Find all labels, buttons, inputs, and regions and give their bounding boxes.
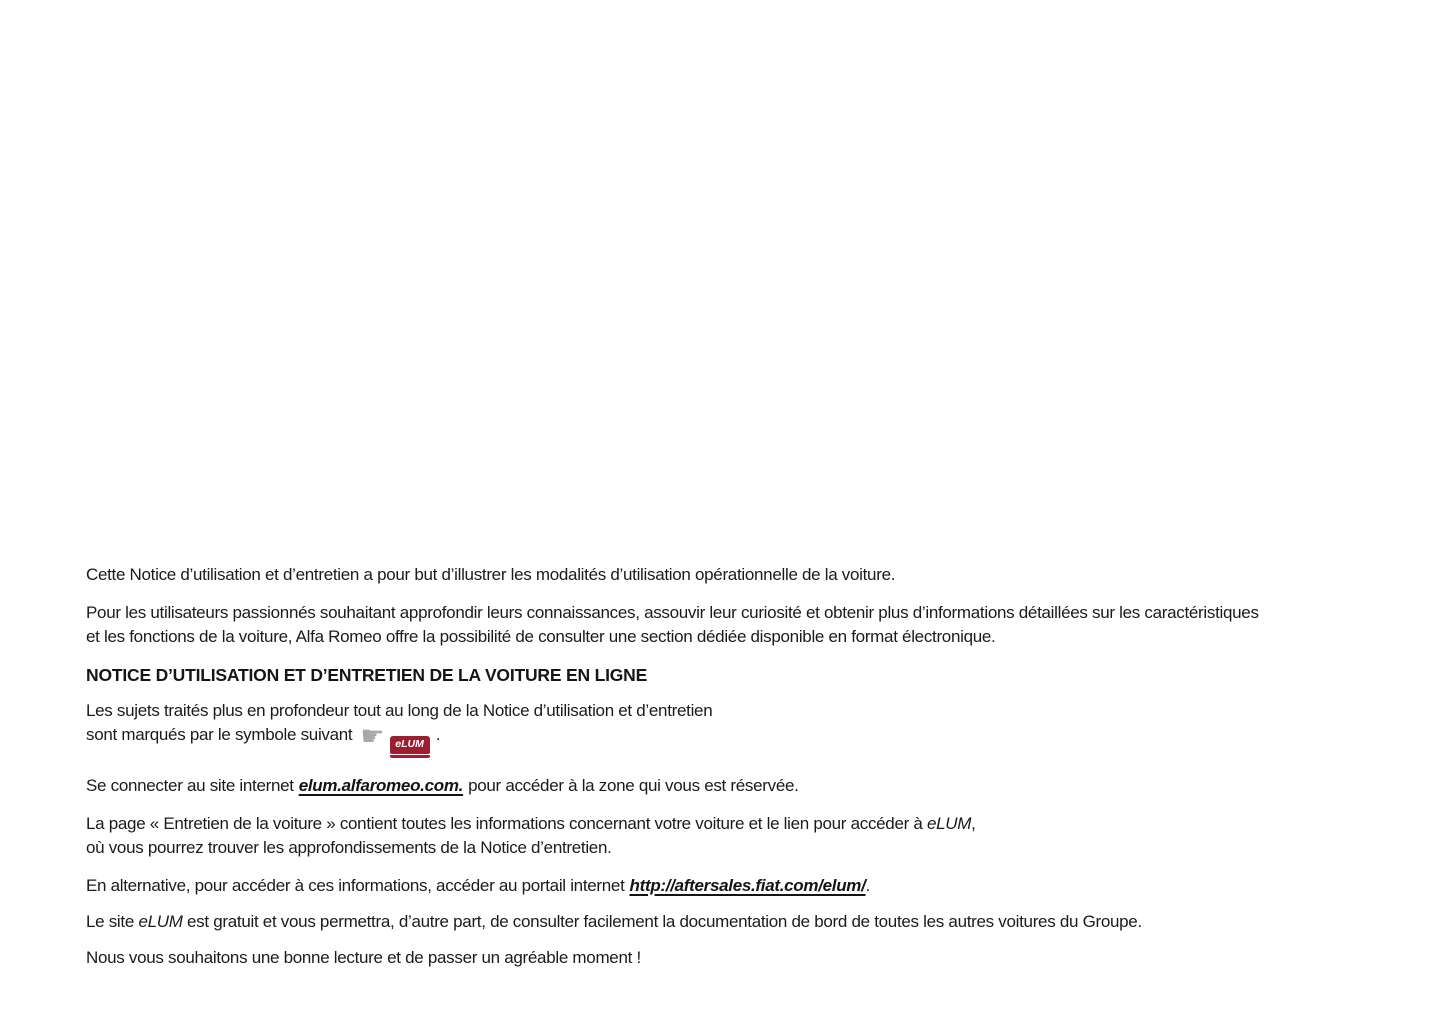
users-paragraph bbox=[86, 601, 1407, 649]
alt-prefix: En alternative, pour accéder à ces informations, accéder au portail internet bbox=[86, 876, 625, 895]
elum-badge-label: eLUM bbox=[390, 736, 430, 754]
aftersales-portal-link[interactable]: http://aftersales.fiat.com/elum/ bbox=[629, 876, 866, 895]
subjects-line1: Les sujets traités plus en profondeur tout au long de la Notice d’utilisation et d’entretien bbox=[86, 701, 713, 720]
connect-suffix: pour accéder à la zone qui vous est réservée. bbox=[468, 776, 799, 795]
elum-name-italic-2: eLUM bbox=[138, 912, 183, 931]
car-care-page-paragraph bbox=[86, 812, 1407, 860]
page-text-block bbox=[86, 563, 1407, 984]
users-line1: Pour les utilisateurs passionnés souhaitant approfondir leurs connaissances, assouvir leur curiosité et obtenir plus d’informations détaillées sur les caractéristiques bbox=[86, 603, 1259, 622]
symbol-period: . bbox=[435, 725, 441, 744]
page-line2: où vous pourrez trouver les approfondissements de la Notice d’entretien. bbox=[86, 838, 612, 857]
alternative-portal-paragraph bbox=[86, 874, 1407, 898]
users-line2: et les fonctions de la voiture, Alfa Romeo offre la possibilité de consulter une section dédiée disponible en format électronique. bbox=[86, 627, 996, 646]
connect-prefix: Se connecter au site internet bbox=[86, 776, 294, 795]
site-suffix: est gratuit et vous permettra, d’autre part, de consulter facilement la documentation de bord de toutes les autres voitures du Groupe. bbox=[187, 912, 1142, 931]
site-prefix: Le site bbox=[86, 912, 134, 931]
page-comma: , bbox=[971, 814, 976, 833]
online-manual-heading: NOTICE D’UTILISATION ET D’ENTRETIEN DE LA VOITURE EN LIGNE bbox=[86, 665, 648, 685]
subjects-line2: sont marqués par le symbole suivant bbox=[86, 725, 353, 744]
symbols-paragraph: Les sujets traités plus en profondeur tout au long de la Notice d’utilisation et d’entretien sont marqués par le symbole suivant ☛ eLUM . bbox=[86, 699, 1407, 758]
elum-alfaromeo-link[interactable]: elum.alfaromeo.com. bbox=[298, 776, 464, 795]
connect-paragraph bbox=[86, 774, 1407, 798]
elum-book-icon bbox=[390, 736, 430, 758]
elum-name-italic: eLUM bbox=[927, 814, 972, 833]
closing-text: Nous vous souhaitons une bonne lecture et de passer un agréable moment ! bbox=[86, 948, 641, 967]
intro-paragraph bbox=[86, 563, 1407, 587]
alt-period: . bbox=[865, 876, 870, 895]
closing-paragraph bbox=[86, 946, 1407, 970]
elum-site-paragraph bbox=[86, 910, 1407, 934]
intro-text: Cette Notice d’utilisation et d’entretien a pour but d’illustrer les modalités d’utilisation opérationnelle de la voiture. bbox=[86, 565, 896, 584]
page-prefix: La page « Entretien de la voiture » contient toutes les informations concernant votre voiture et le lien pour accéder à bbox=[86, 814, 923, 833]
elum-book-underline bbox=[390, 755, 430, 758]
